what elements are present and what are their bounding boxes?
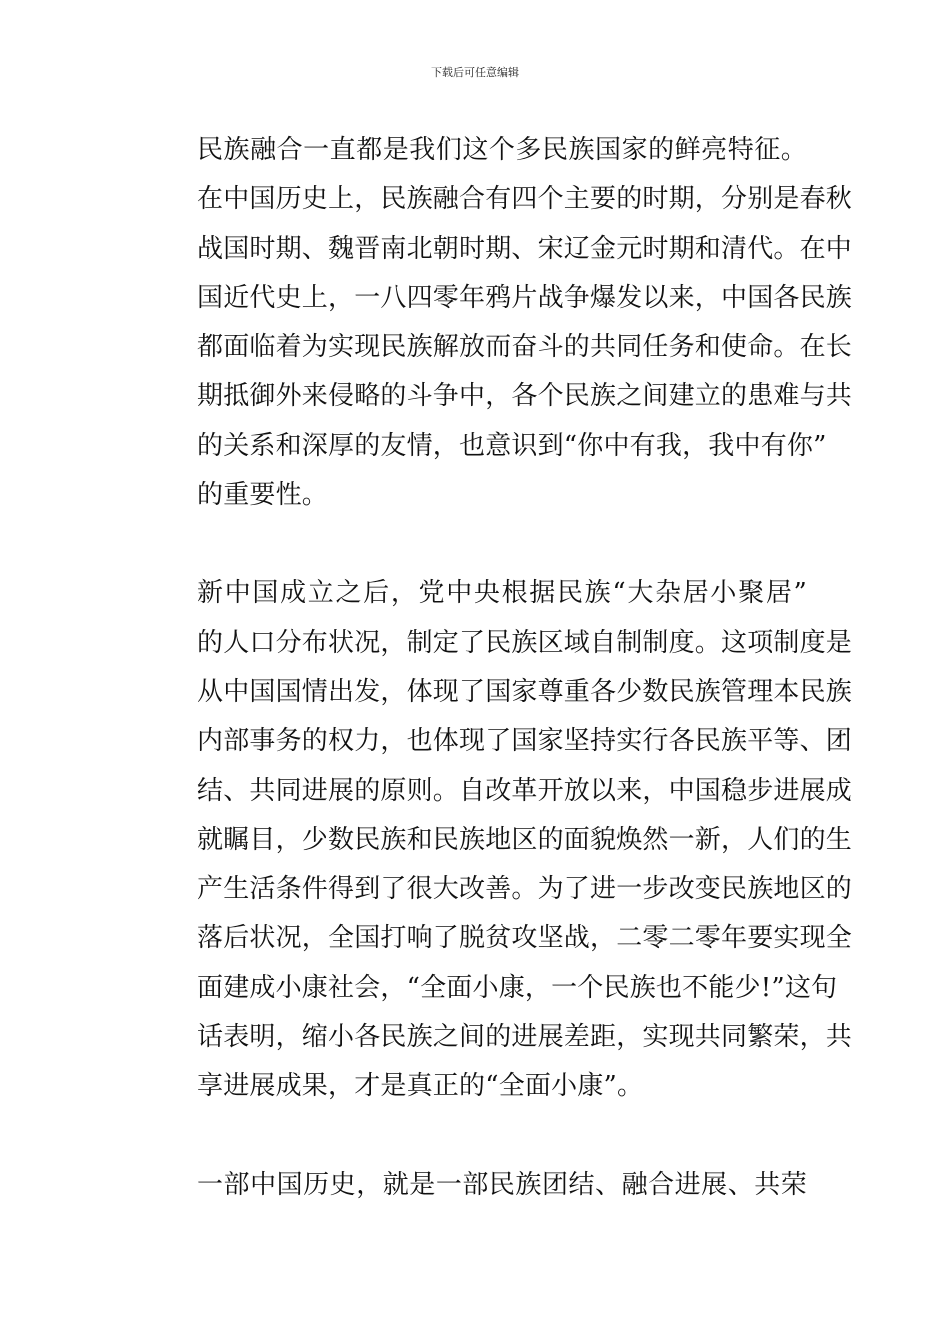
text-line: 话表明，缩小各民族之间的进展差距，实现共同繁荣，共 [197, 1022, 853, 1053]
text-line: 就瞩目，少数民族和民族地区的面貌焕然一新，人们的生 [197, 824, 853, 855]
text-line: 的人口分布状况，制定了民族区域自制制度。这项制度是 [197, 627, 853, 658]
text-line: 落后状况，全国打响了脱贫攻坚战，二零二零年要实现全 [197, 923, 853, 954]
text-line: 民族融合一直都是我们这个多民族国家的鲜亮特征。 [197, 135, 807, 165]
text-line: 一部中国历史，就是一部民族团结、融合进展、共荣 [197, 1169, 807, 1200]
paragraph-1 [145, 126, 853, 520]
text-line: 内部事务的权力，也体现了国家坚持实行各民族平等、团 [197, 726, 853, 757]
text-line: 期抵御外来侵略的斗争中，各个民族之间建立的患难与共 [197, 381, 853, 412]
text-line: 享进展成果，才是真正的“全面小康”。 [197, 1071, 644, 1102]
text-line: 面建成小康社会，“全面小康，一个民族也不能少!”这句 [197, 972, 838, 1003]
paragraph-3 [145, 1161, 807, 1210]
text-line: 在中国历史上，民族融合有四个主要的时期，分别是春秋 [197, 184, 853, 215]
text-line: 从中国国情出发，体现了国家尊重各少数民族管理本民族 [197, 676, 853, 707]
document-body [145, 126, 853, 1210]
text-line: 结、共同进展的原则。自改革开放以来，中国稳步进展成 [197, 775, 853, 806]
text-line: 战国时期、魏晋南北朝时期、宋辽金元时期和清代。在中 [197, 233, 853, 264]
paragraph-2 [145, 569, 853, 1111]
text-line: 产生活条件得到了很大改善。为了进一步改变民族地区的 [197, 874, 853, 905]
text-line: 的关系和深厚的友情，也意识到“你中有我，我中有你” [197, 430, 827, 461]
page-header-note: 下载后可任意编辑 [431, 66, 519, 79]
text-line: 的重要性。 [197, 480, 329, 511]
text-line: 国近代史上，一八四零年鸦片战争爆发以来，中国各民族 [197, 282, 853, 313]
text-line: 都面临着为实现民族解放而奋斗的共同任务和使命。在长 [197, 332, 853, 363]
text-line: 新中国成立之后，党中央根据民族“大杂居小聚居” [197, 578, 807, 609]
